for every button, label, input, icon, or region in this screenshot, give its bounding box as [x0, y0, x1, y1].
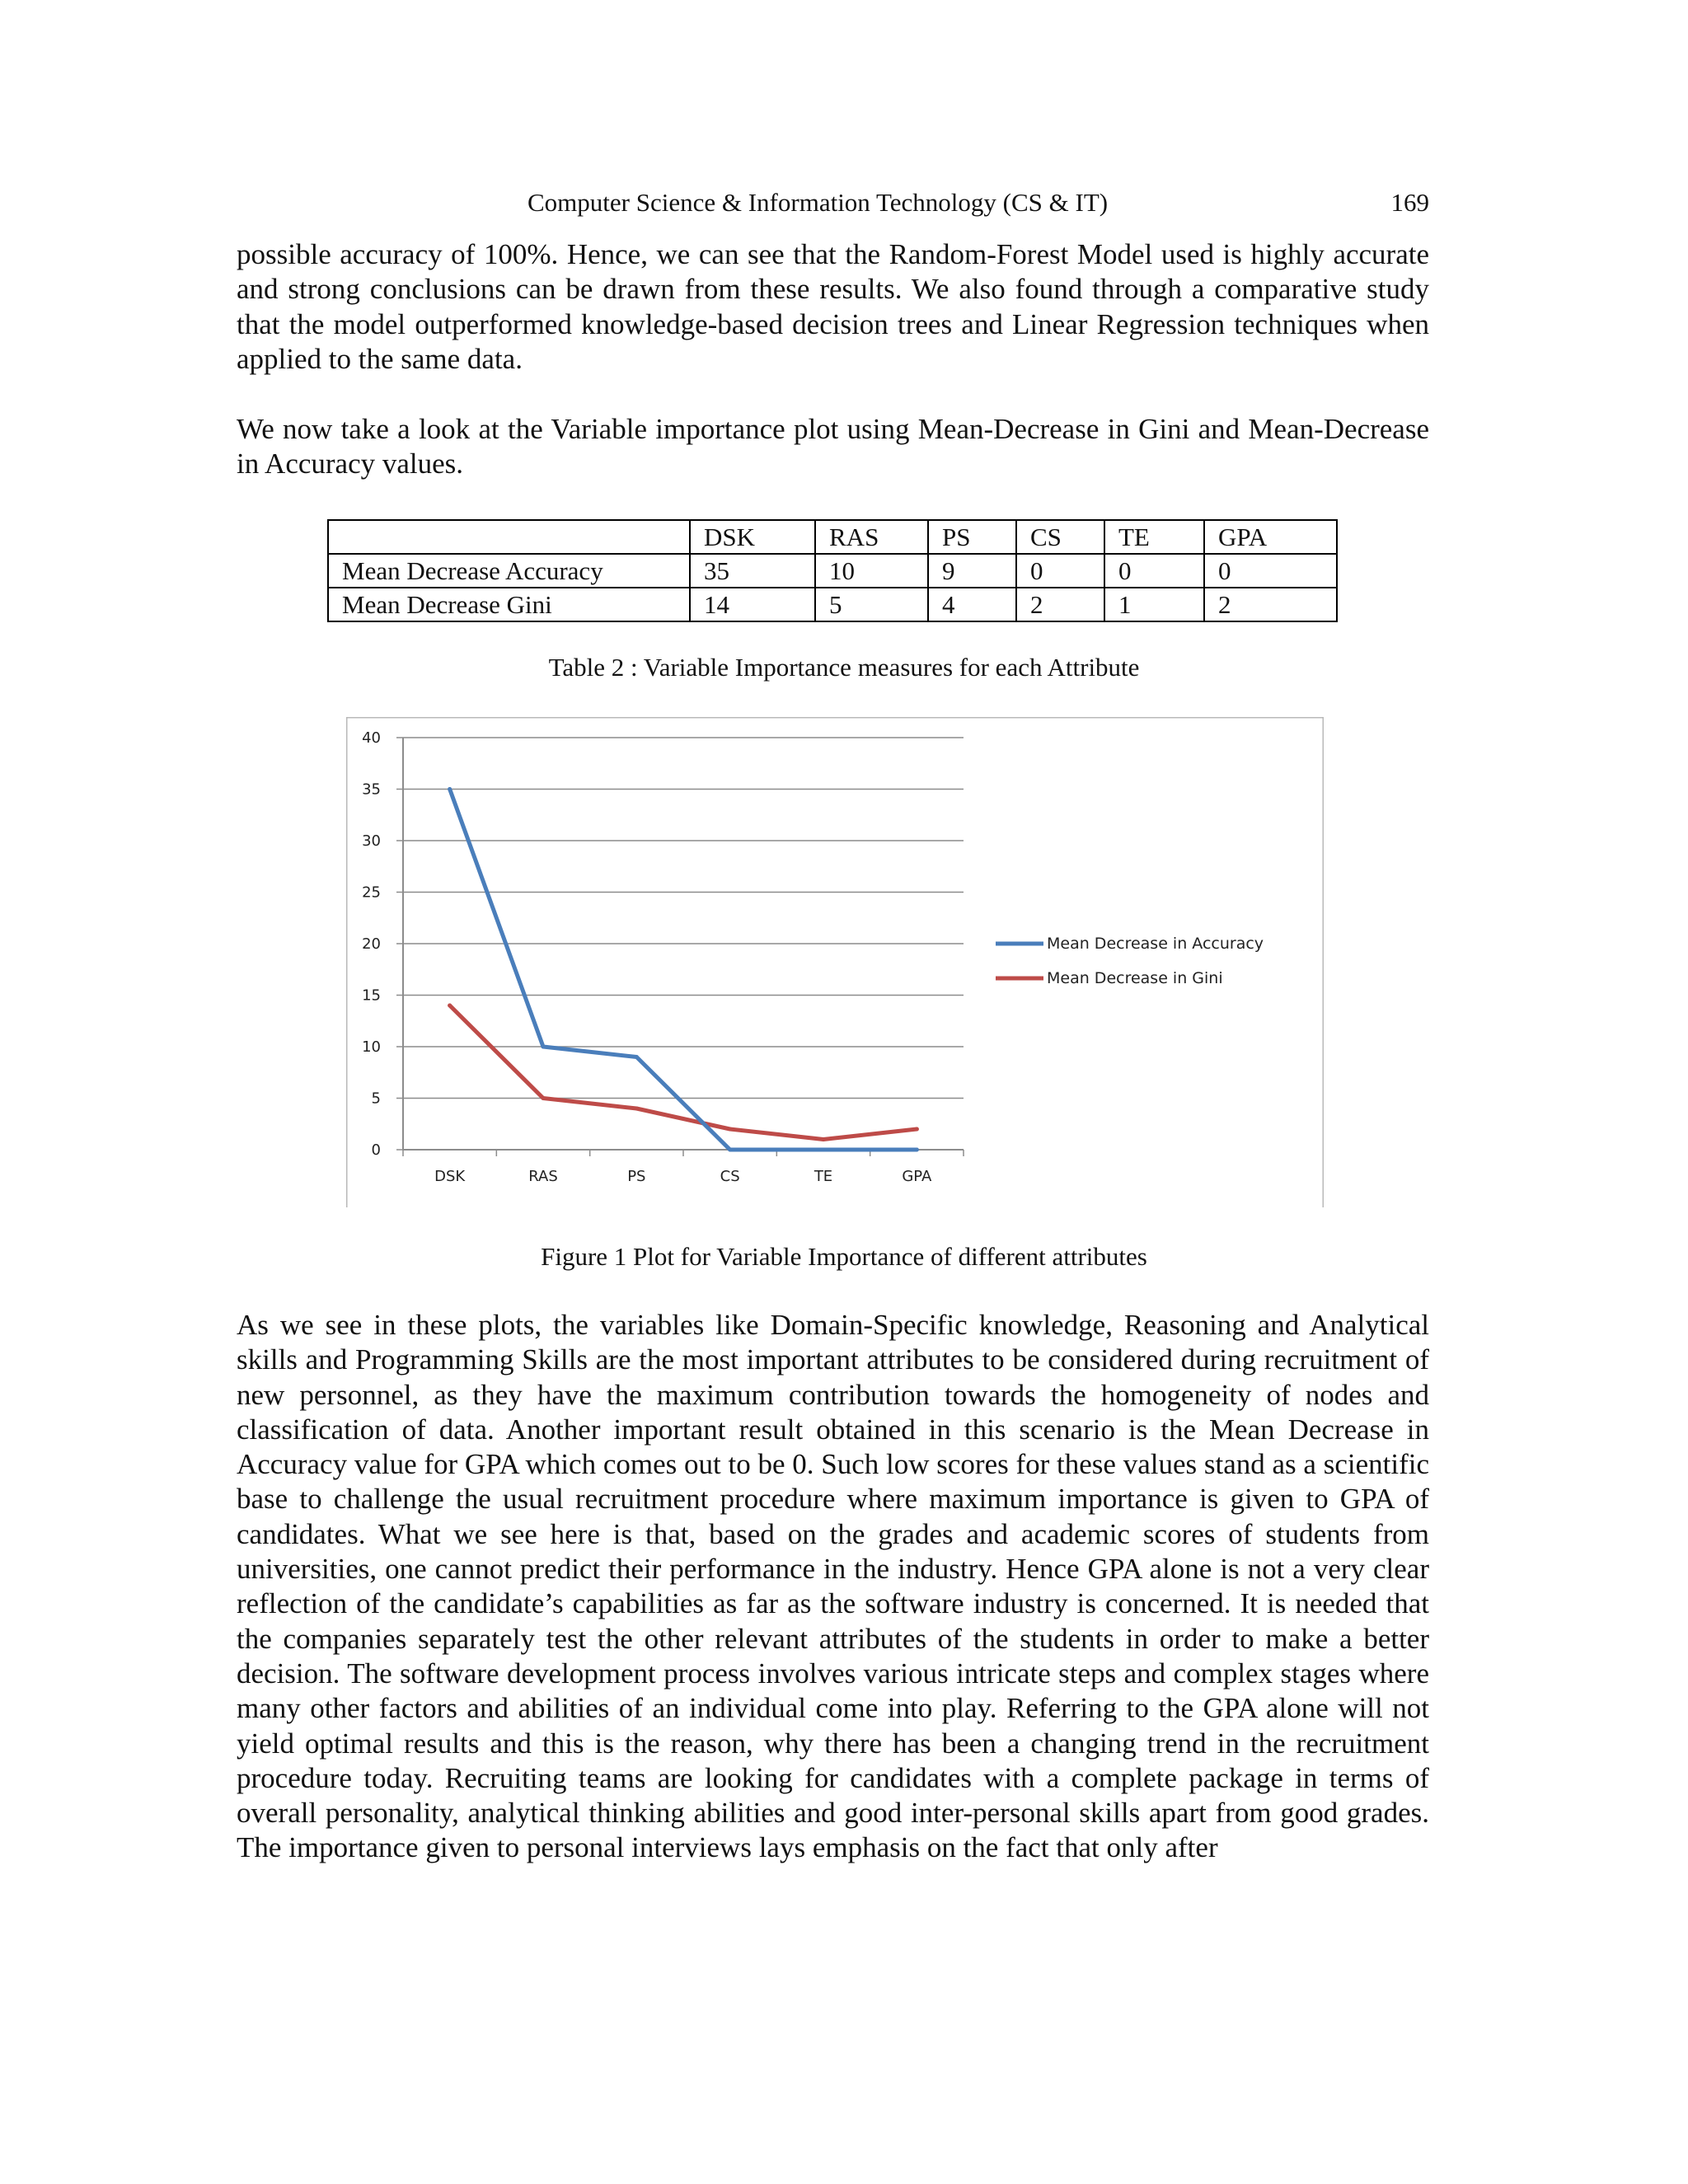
variable-importance-chart — [346, 717, 1324, 1207]
series-line — [450, 790, 917, 1151]
figure-caption: Figure 1 Plot for Variable Importance of different attributes — [541, 1242, 1147, 1271]
series-line — [450, 1005, 917, 1140]
axes — [396, 738, 964, 1156]
data-point — [635, 1055, 639, 1059]
y-tick-label: 0 — [371, 1141, 381, 1159]
legend — [996, 935, 1264, 987]
table-cell: 14 — [690, 588, 815, 621]
table-cell: 5 — [815, 588, 928, 621]
page-number: 169 — [1390, 188, 1429, 217]
table-header-cell: RAS — [815, 520, 928, 554]
table-cell: 1 — [1104, 588, 1204, 621]
paragraph-discussion: As we see in these plots, the variables like Domain-Specific knowledge, Reasoning and Analytical skills and Programming Skills are the most important attributes to be considered during recruitment of new personnel, as they have the maximum contribution towards the homogeneity of nodes and classification of data. Another important result obtained in this scenario is the Mean Decrease in Accuracy value for GPA which comes out to be 0. Such low scores for these values stand as a scientific base to challenge the usual recruitment procedure where maximum importance is given to GPA of candidates. What we see here is that, based on the grades and academic scores of students from universities, one cannot predict their performance in the industry. Hence GPA alone is not a very clear reflection of the candidate’s capabilities as far as the software industry is concerned. It is needed that the companies separately test the other relevant attributes of the students in order to make a better decision. The software development process involves various intricate steps and complex stages where many other factors and abilities of an individual come into play. Referring to the GPA alone will not yield optimal results and this is the reason, why there has been a changing trend in the recruitment procedure today. Recruiting teams are looking for candidates with a complete package in terms of overall personality, analytical thinking abilities and good inter-personal skills apart from good grades. The importance given to personal interviews lays emphasis on the fact that only after — [237, 1309, 1429, 1864]
data-point — [542, 1096, 546, 1100]
y-tick-label: 20 — [362, 935, 381, 953]
table-cell: 0 — [1104, 554, 1204, 588]
x-tick-label: PS — [627, 1168, 646, 1185]
chart-svg — [346, 717, 1324, 1207]
data-point — [728, 1148, 732, 1152]
y-tick-label: 5 — [371, 1090, 381, 1108]
table-cell: 9 — [928, 554, 1016, 588]
table-header-row — [328, 520, 1337, 554]
x-tick-label: RAS — [528, 1168, 558, 1185]
y-tick-label: 30 — [362, 832, 381, 850]
tick-labels — [362, 729, 932, 1185]
table-header-cell: DSK — [690, 520, 815, 554]
x-tick-label: DSK — [434, 1168, 466, 1185]
table-cell: 0 — [1204, 554, 1337, 588]
data-point — [448, 1004, 452, 1008]
table-header-cell: GPA — [1204, 520, 1337, 554]
data-point — [915, 1148, 919, 1152]
chart-frame — [347, 718, 1324, 1208]
table-cell: 2 — [1204, 588, 1337, 621]
journal-title: Computer Science & Information Technology (CS & IT) — [528, 188, 1109, 217]
y-tick-label: 10 — [362, 1038, 381, 1056]
table-caption: Table 2 : Variable Importance measures for each Attribute — [548, 653, 1140, 682]
legend-label: Mean Decrease in Accuracy — [1047, 935, 1264, 953]
table-header-cell — [328, 520, 690, 554]
data-point — [635, 1107, 639, 1111]
table-cell: 4 — [928, 588, 1016, 621]
table-cell: 35 — [690, 554, 815, 588]
x-tick-label: GPA — [902, 1168, 932, 1185]
paragraph-accuracy: possible accuracy of 100%. Hence, we can see that the Random-Forest Model used is highly accurate and strong conclusions can be drawn from these results. We also found through a comparative study that the model outperformed knowledge-based decision trees and Linear Regression techniques when applied to the same data. — [237, 238, 1429, 375]
data-point — [915, 1127, 919, 1132]
table-cell: 10 — [815, 554, 928, 588]
table-cell: 0 — [1016, 554, 1104, 588]
variable-importance-table — [327, 519, 1338, 622]
data-point — [542, 1045, 546, 1049]
table-row — [328, 588, 1337, 621]
data-point — [728, 1127, 732, 1132]
x-tick-label: CS — [720, 1168, 740, 1185]
paragraph-intro-plot: We now take a look at the Variable importance plot using Mean-Decrease in Gini and Mean-Decrease in Accuracy values. — [237, 413, 1429, 480]
table-row — [328, 554, 1337, 588]
y-tick-label: 15 — [362, 987, 381, 1005]
table-cell: Mean Decrease Accuracy — [328, 554, 690, 588]
table-cell: 2 — [1016, 588, 1104, 621]
series — [448, 787, 919, 1152]
table-header-cell: CS — [1016, 520, 1104, 554]
data-point — [822, 1137, 826, 1141]
table-header-cell: TE — [1104, 520, 1204, 554]
legend-label: Mean Decrease in Gini — [1047, 969, 1223, 987]
table-cell: Mean Decrease Gini — [328, 588, 690, 621]
y-tick-label: 25 — [362, 883, 381, 902]
data-point — [448, 787, 452, 791]
x-tick-label: TE — [814, 1168, 833, 1185]
data-point — [822, 1148, 826, 1152]
table-header-cell: PS — [928, 520, 1016, 554]
y-tick-label: 40 — [362, 729, 381, 747]
y-tick-label: 35 — [362, 780, 381, 799]
